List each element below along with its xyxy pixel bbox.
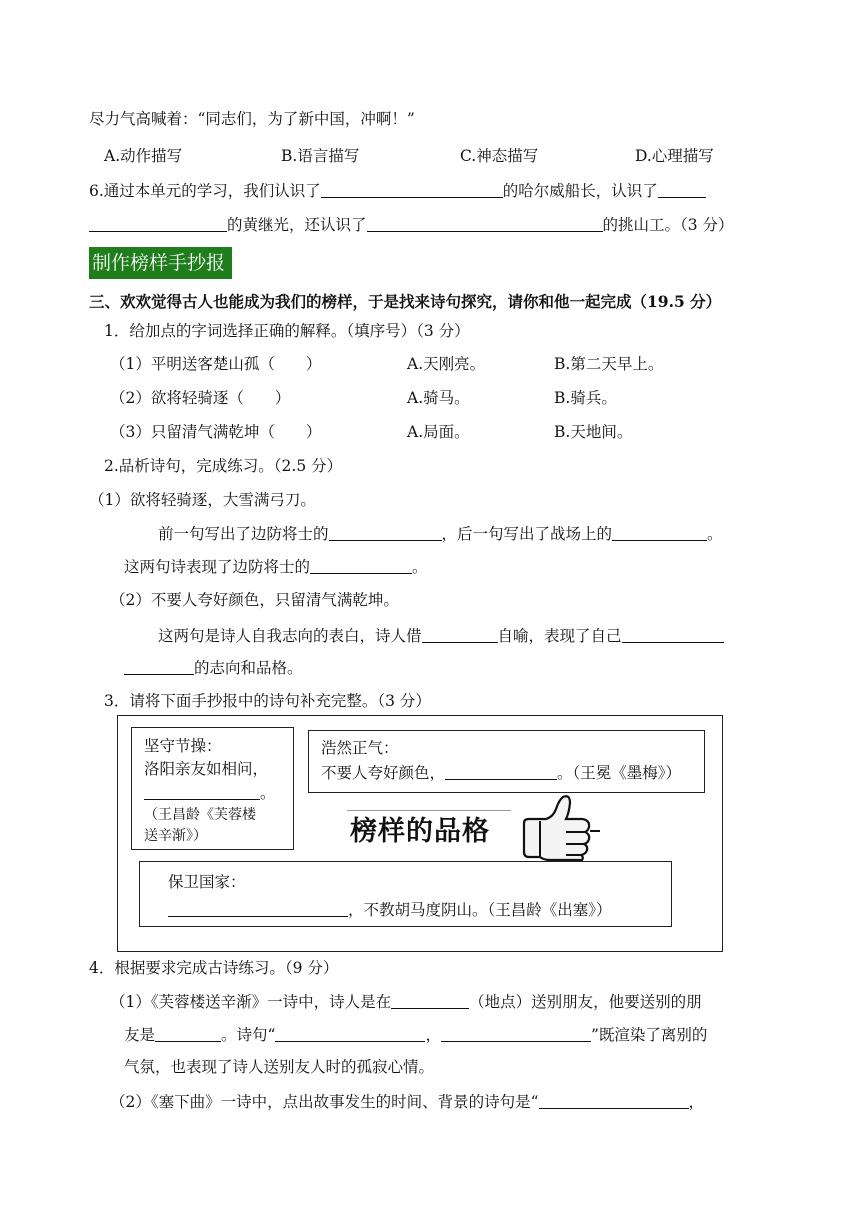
box2-label: 浩然正气：	[321, 739, 399, 757]
q3-title: 3．请将下面手抄报中的诗句补充完整。（3 分）	[104, 692, 431, 710]
q4-title: 4．根据要求完成古诗练习。（9 分）	[89, 959, 339, 977]
q2-s1-line1: 前一句写出了边防将士的 ，后一句写出了战场上的 。	[158, 522, 723, 545]
q4-s1-line1: （1）《芙蓉楼送辛渐》一诗中，诗人是在 （地点）送别朋友，他要送别的朋	[110, 990, 702, 1013]
q1-row3-q: （3）只留清气满乾坤（ ）	[110, 423, 322, 441]
blank[interactable]	[144, 781, 260, 800]
thumbs-up-icon	[520, 793, 604, 861]
q2-s2-line2: 的志向和品格。	[124, 656, 303, 679]
q2-s1-title: （1）欲将轻骑逐，大雪满弓刀。	[89, 491, 316, 509]
poster-frame	[117, 715, 723, 952]
blank[interactable]	[310, 555, 412, 574]
box1-source2: 送辛渐》）	[144, 828, 207, 844]
q1-row1-a: A.天刚亮。	[407, 355, 486, 373]
poster-box-defense	[139, 861, 672, 927]
blank[interactable]	[539, 1090, 689, 1109]
box2-line1: 不要人夸好颜色， 。（王冕《墨梅》）	[321, 761, 681, 784]
blank[interactable]	[441, 1023, 591, 1042]
blank[interactable]	[275, 1023, 425, 1042]
q2-title: 2.品析诗句，完成练习。（2.5 分）	[104, 457, 343, 475]
poster-box-righteousness	[308, 730, 705, 793]
q1-row1-b: B.第二天早上。	[554, 355, 664, 373]
q1-row2-a: A.骑马。	[407, 389, 470, 407]
blank[interactable]	[329, 522, 442, 541]
q4-s1-line2: 友是 。诗句“ ， ”既渲染了离别的	[124, 1023, 707, 1046]
box1-line2: 。	[144, 781, 276, 804]
poster-title: 榜样的品格	[350, 816, 490, 847]
title-rule	[347, 810, 511, 811]
section3-title: 三、欢欢觉得古人也能成为我们的榜样，于是找来诗句探究，请你和他一起完成（19.5 分）	[89, 292, 722, 311]
blank[interactable]	[155, 1023, 221, 1042]
q6-line1: 6.通过本单元的学习，我们认识了 的哈尔威船长，认识了	[89, 179, 706, 202]
blank[interactable]	[622, 624, 724, 643]
box1-line1: 洛阳亲友如相问，	[144, 760, 269, 778]
blank[interactable]	[658, 179, 706, 198]
box1-label: 坚守节操：	[144, 737, 222, 755]
blank[interactable]	[445, 761, 557, 780]
q1-row3-a: A.局面。	[407, 423, 470, 441]
q5-option-a: A.动作描写	[104, 147, 183, 165]
q1-row2-b: B.骑兵。	[554, 389, 617, 407]
q4-s2-line1: （2）《塞下曲》一诗中，点出故事发生的时间、背景的诗句是“ ，	[110, 1090, 704, 1113]
blank[interactable]	[124, 656, 194, 675]
box3-line1: ，不教胡马度阴山。（王昌龄《出塞》）	[168, 898, 612, 921]
blank[interactable]	[367, 213, 603, 232]
q5-option-b: B.语言描写	[281, 147, 360, 165]
q4-s1-line3: 气氛，也表现了诗人送别友人时的孤寂心情。	[124, 1058, 435, 1076]
q1-row2-q: （2）欲将轻骑逐（ ）	[110, 389, 291, 407]
q1-title: 1．给加点的字词选择正确的解释。（填序号）（3 分）	[104, 322, 470, 340]
box3-label: 保卫国家：	[168, 873, 246, 891]
poster-box-integrity	[131, 727, 294, 850]
blank[interactable]	[391, 990, 469, 1009]
q5-line: 尽力气高喊着：“同志们，为了新中国，冲啊！”	[89, 110, 415, 128]
q1-row3-b: B.天地间。	[554, 423, 633, 441]
blank[interactable]	[168, 898, 348, 917]
blank[interactable]	[321, 179, 503, 198]
box1-source1: （王昌龄《芙蓉楼	[144, 807, 256, 823]
q1-row1-q: （1）平明送客楚山孤（ ）	[110, 355, 322, 373]
q2-s2-title: （2）不要人夸好颜色，只留清气满乾坤。	[110, 591, 399, 609]
q2-s1-line2: 这两句诗表现了边防将士的 。	[124, 555, 428, 578]
q5-option-c: C.神态描写	[460, 147, 539, 165]
blank[interactable]	[422, 624, 498, 643]
blank[interactable]	[89, 213, 227, 232]
section-banner: 制作榜样手抄报	[89, 247, 232, 279]
blank[interactable]	[612, 522, 707, 541]
q5-option-d: D.心理描写	[635, 147, 714, 165]
q6-line2: 的黄继光，还认识了 的挑山工。（3 分）	[89, 213, 734, 236]
q2-s2-line1: 这两句是诗人自我志向的表白，诗人借 自喻，表现了自己	[158, 624, 724, 647]
